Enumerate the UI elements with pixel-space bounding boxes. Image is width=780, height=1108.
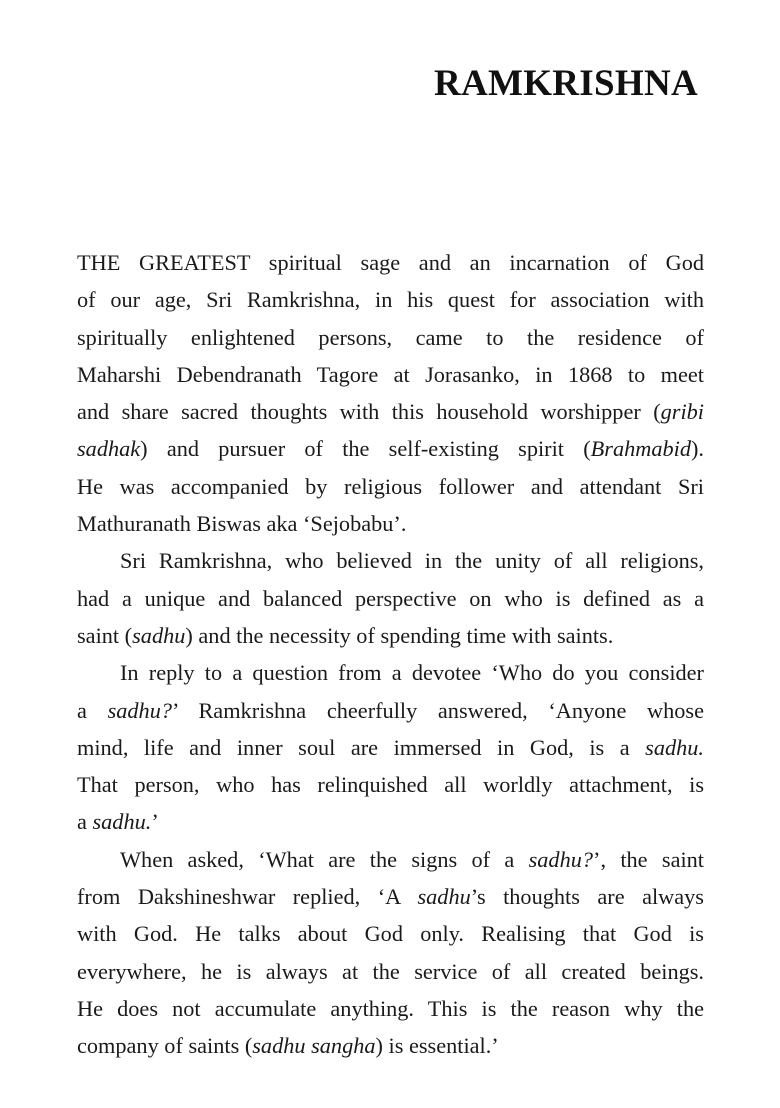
text-line: had a unique and balanced perspective on who is defined as a: [77, 585, 704, 611]
text-line: Mathuranath Biswas aka ‘Sejobabu’.: [77, 511, 407, 537]
text-line: Sri Ramkrishna, who believed in the unity of all religions,: [120, 548, 704, 574]
text-line: everywhere, he is always at the service of all created beings.: [77, 958, 704, 984]
italic-term: sadhak: [77, 436, 141, 462]
italic-term: sadhu sangha: [252, 1033, 376, 1059]
paragraph: [77, 841, 704, 1065]
text-line: That person, who has relinquished all worldly attachment, is: [77, 772, 704, 798]
text-line: a sadhu?’ Ramkrishna cheerfully answered, ‘Anyone whose: [77, 697, 704, 723]
text-line: mind, life and inner soul are immersed in God, is a sadhu.: [77, 734, 704, 760]
text-line: THE GREATEST spiritual sage and an incarnation of God: [77, 250, 704, 275]
text-line: with God. He talks about God only. Realising that God is: [77, 921, 704, 947]
italic-term: gribi: [660, 399, 704, 425]
text-line: sadhak) and pursuer of the self-existing spirit (Brahmabid).: [77, 436, 704, 462]
page-title: RAMKRISHNA: [433, 63, 698, 104]
text-line: of our age, Sri Ramkrishna, in his quest for association with: [77, 287, 704, 313]
text-line: saint (sadhu) and the necessity of spending time with saints.: [77, 622, 614, 648]
italic-term: sadhu?: [107, 697, 172, 723]
italic-term: sadhu.: [92, 809, 152, 835]
text-line: When asked, ‘What are the signs of a sadhu?’, the saint: [120, 846, 704, 872]
italic-term: sadhu: [417, 884, 471, 910]
text-line: a sadhu.’: [77, 809, 159, 835]
italic-term: sadhu: [132, 622, 186, 648]
text-line: spiritually enlightened persons, came to the residence of: [77, 324, 704, 350]
text-line: from Dakshineshwar replied, ‘A sadhu’s thoughts are always: [77, 884, 704, 910]
chapter-body: [77, 244, 704, 1065]
text-line: company of saints (sadhu sangha) is essential.’: [77, 1033, 499, 1059]
text-line: In reply to a question from a devotee ‘Who do you consider: [120, 660, 704, 686]
italic-term: sadhu.: [645, 734, 704, 760]
text-line: Maharshi Debendranath Tagore at Jorasanko, in 1868 to meet: [77, 361, 704, 387]
paragraph: [77, 542, 704, 654]
text-line: He does not accumulate anything. This is the reason why the: [77, 995, 704, 1021]
italic-term: sadhu?: [528, 846, 594, 872]
text-line: He was accompanied by religious follower and attendant Sri: [77, 473, 704, 499]
paragraph: [77, 654, 704, 840]
text-line: and share sacred thoughts with this household worshipper (gribi: [77, 399, 704, 425]
italic-term: Brahmabid: [590, 436, 691, 462]
paragraph: [77, 244, 704, 542]
